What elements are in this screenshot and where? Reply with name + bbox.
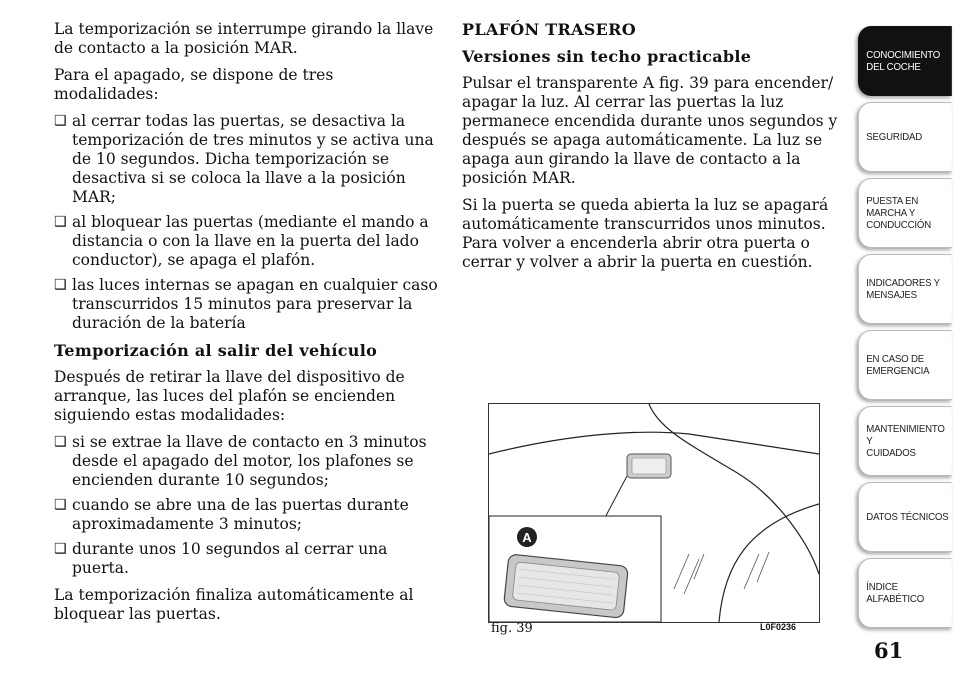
rear-light-paragraph-1: Pulsar el transparente A fig. 39 para encender/ apagar la luz. Al cerrar las puertas la luz permanece encendida durante unos segundos y después se apaga automáticamente. La luz se apaga aun girando la llave de contacto a la posición MAR. <box>462 74 838 187</box>
figure-39-illustration <box>488 403 820 623</box>
rear-light-paragraph-2: Si la puerta se queda abierta la luz se apagará automáticamente transcurridos unos minutos. Para volver a encenderla abrir otra puerta o cerrar y volver a abrir la puerta en cuestión. <box>462 196 829 271</box>
window-frame <box>719 504 819 622</box>
dome-light-small <box>627 454 671 478</box>
page-number: 61 <box>874 638 904 663</box>
rear-dome-light-drawing <box>489 404 819 622</box>
list-item: ❑ si se extrae la llave de contacto en 3 minutos desde el apagado del motor, los plafones se encienden durante 10 segundos; <box>54 433 439 490</box>
tab-puesta-en-marcha[interactable]: PUESTA EN MARCHA Y CONDUCCIÓN <box>858 178 952 248</box>
tab-conocimiento[interactable]: CONOCIMIENTO DEL COCHE <box>858 26 952 96</box>
right-column <box>462 20 842 280</box>
glass-reflection <box>744 552 769 589</box>
chapter-sidebar <box>858 26 960 634</box>
subheading-no-sunroof: Versiones sin techo practicable <box>462 47 752 66</box>
tab-mantenimiento[interactable]: MANTENIMIENTO Y CUIDADOS <box>858 406 952 476</box>
shutdown-modes-list <box>54 112 439 333</box>
roof-contour <box>649 404 819 574</box>
exit-timing-list <box>54 433 439 578</box>
section-heading-rear-light: PLAFÓN TRASERO <box>462 20 636 39</box>
glass-reflection <box>674 554 704 594</box>
left-column <box>54 20 439 632</box>
tab-datos-tecnicos[interactable]: DATOS TÉCNICOS <box>858 482 952 552</box>
list-item: ❑ durante unos 10 segundos al cerrar una puerta. <box>54 540 439 578</box>
tab-indice[interactable]: ÍNDICE ALFABÉTICO <box>858 558 952 628</box>
tab-seguridad[interactable]: SEGURIDAD <box>858 102 952 172</box>
tab-emergencia[interactable]: EN CASO DE EMERGENCIA <box>858 330 952 400</box>
section-heading-exit-timing: Temporización al salir del vehículo <box>54 341 378 360</box>
exit-timing-paragraph: Después de retirar la llave del dispositivo de arranque, las luces del plafón se encienden siguiendo estas modalidades: <box>54 368 405 424</box>
roof-line <box>489 432 819 454</box>
intro-paragraph-2: Para el apagado, se dispone de tres modalidades: <box>54 66 334 103</box>
list-item: ❑ las luces internas se apagan en cualquier caso transcurridos 15 minutos para preservar la duración de la batería <box>54 276 439 333</box>
list-item: ❑ al bloquear las puertas (mediante el mando a distancia o con la llave en la puerta del lado conductor), se apaga el plafón. <box>54 213 439 270</box>
list-item: ❑ cuando se abre una de las puertas durante aproximadamente 3 minutos; <box>54 496 439 534</box>
tab-indicadores[interactable]: INDICADORES Y MENSAJES <box>858 254 952 324</box>
callout-a-label: A <box>522 530 532 545</box>
list-item: ❑ al cerrar todas las puertas, se desactiva la temporización de tres minutos y se activa una de 10 segundos. Dicha temporización se desactiva si se coloca la llave a la posición MAR; <box>54 112 439 207</box>
timing-end-paragraph: La temporización finaliza automáticamente al bloquear las puertas. <box>54 586 414 623</box>
figure-caption: fig. 39 <box>491 621 533 636</box>
intro-paragraph-1: La temporización se interrumpe girando la llave de contacto a la posición MAR. <box>54 20 434 57</box>
figure-code: L0F0236 <box>760 622 797 632</box>
